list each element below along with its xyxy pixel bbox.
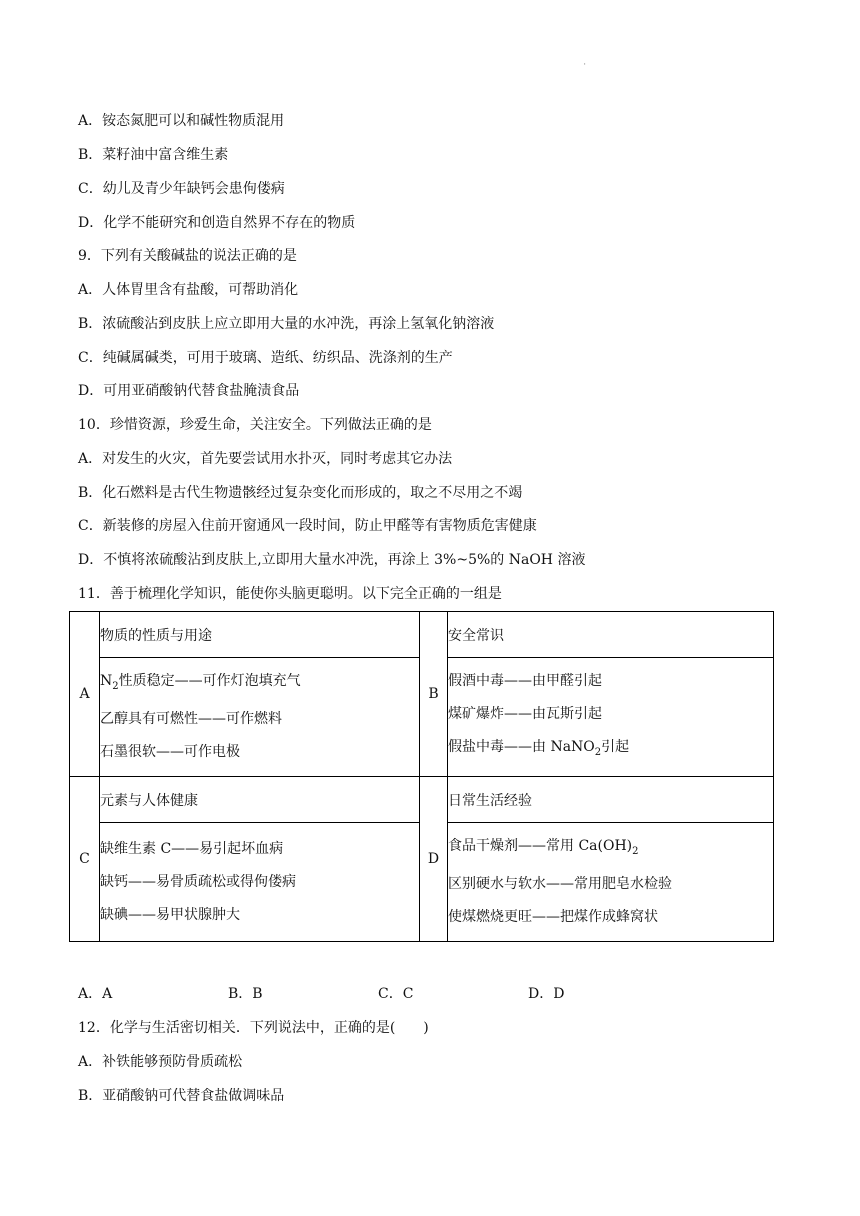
q10-stem: 10．珍惜资源，珍爱生命，关注安全。下列做法正确的是	[78, 417, 432, 433]
table-c-line-3: 缺碘——易甲状腺肿大	[100, 906, 240, 923]
q10-option-d: D．不慎将浓硫酸沾到皮肤上,立即用大量水冲洗，再涂上 3%~5%的 NaOH 溶液	[78, 552, 586, 568]
table-cell-d	[448, 823, 774, 942]
page-mark: '	[584, 63, 586, 70]
table-cell-c	[100, 823, 420, 942]
q9-option-d: D．可用亚硝酸钠代替食盐腌渍食品	[78, 383, 300, 399]
table-header-a: 物质的性质与用途	[100, 612, 420, 658]
table-c-line-1: 缺维生素 C——易引起坏血病	[100, 840, 284, 857]
q11-option-d: D．D	[528, 986, 565, 1002]
table-cell-b	[448, 658, 774, 777]
table-a-line-2: 乙醇具有可燃性——可作燃料	[100, 710, 282, 727]
q9-option-c: C．纯碱属碱类，可用于玻璃、造纸、纺织品、洗涤剂的生产	[78, 350, 453, 366]
q10-option-b: B．化石燃料是古代生物遗骸经过复杂变化而形成的，取之不尽用之不竭	[78, 485, 523, 501]
table-d-line-3: 使煤燃烧更旺——把煤作成蜂窝状	[448, 908, 658, 925]
q8-option-a: A．铵态氮肥可以和碱性物质混用	[78, 113, 285, 129]
table-b-line-3: 假盐中毒——由 NaNO$_2$引起	[448, 739, 630, 758]
q11-knowledge-table	[69, 611, 774, 942]
q11-option-c: C．C	[378, 986, 414, 1002]
q12-stem: 12．化学与生活密切相关．下列说法中，正确的是( )	[78, 1020, 429, 1036]
table-a-line-3: 石墨很软——可作电极	[100, 743, 240, 760]
q9-option-b: B．浓硫酸沾到皮肤上应立即用大量的水冲洗，再涂上氢氧化钠溶液	[78, 316, 495, 332]
table-d-line-2: 区别硬水与软水——常用肥皂水检验	[448, 875, 672, 892]
table-header-d: 日常生活经验	[448, 777, 774, 823]
q8-option-c: C．幼儿及青少年缺钙会患佝偻病	[78, 181, 285, 197]
q11-option-b: B．B	[228, 986, 263, 1002]
table-b-line-2: 煤矿爆炸——由瓦斯引起	[448, 706, 602, 723]
table-d-line-1: 食品干燥剂——常用 $Ca(OH)_2$	[448, 838, 639, 857]
table-c-line-2: 缺钙——易骨质疏松或得佝偻病	[100, 873, 296, 890]
q12-option-a: A．补铁能够预防骨质疏松	[78, 1054, 243, 1070]
q8-option-b: B．菜籽油中富含维生素	[78, 147, 229, 163]
table-b-line-1: 假酒中毒——由甲醛引起	[448, 673, 602, 690]
q10-option-a: A．对发生的火灾，首先要尝试用水扑灭，同时考虑其它办法	[78, 451, 453, 467]
table-label-d: D	[420, 777, 448, 942]
q8-option-d: D．化学不能研究和创造自然界不存在的物质	[78, 215, 356, 231]
table-label-a: A	[70, 612, 100, 777]
q9-option-a: A．人体胃里含有盐酸，可帮助消化	[78, 282, 299, 298]
q12-option-b: B．亚硝酸钠可代替食盐做调味品	[78, 1088, 285, 1104]
q11-stem: 11．善于梳理化学知识，能使你头脑更聪明。以下完全正确的一组是	[78, 586, 502, 602]
table-label-c: C	[70, 777, 100, 942]
table-a-line-1: $N_2$性质稳定——可作灯泡填充气	[100, 673, 301, 692]
table-header-c: 元素与人体健康	[100, 777, 420, 823]
table-cell-a	[100, 658, 420, 777]
q10-option-c: C．新装修的房屋入住前开窗通风一段时间，防止甲醛等有害物质危害健康	[78, 518, 537, 534]
q11-option-a: A．A	[78, 986, 113, 1002]
table-header-b: 安全常识	[448, 612, 774, 658]
q9-stem: 9．下列有关酸碱盐的说法正确的是	[78, 248, 297, 264]
table-label-b: B	[420, 612, 448, 777]
